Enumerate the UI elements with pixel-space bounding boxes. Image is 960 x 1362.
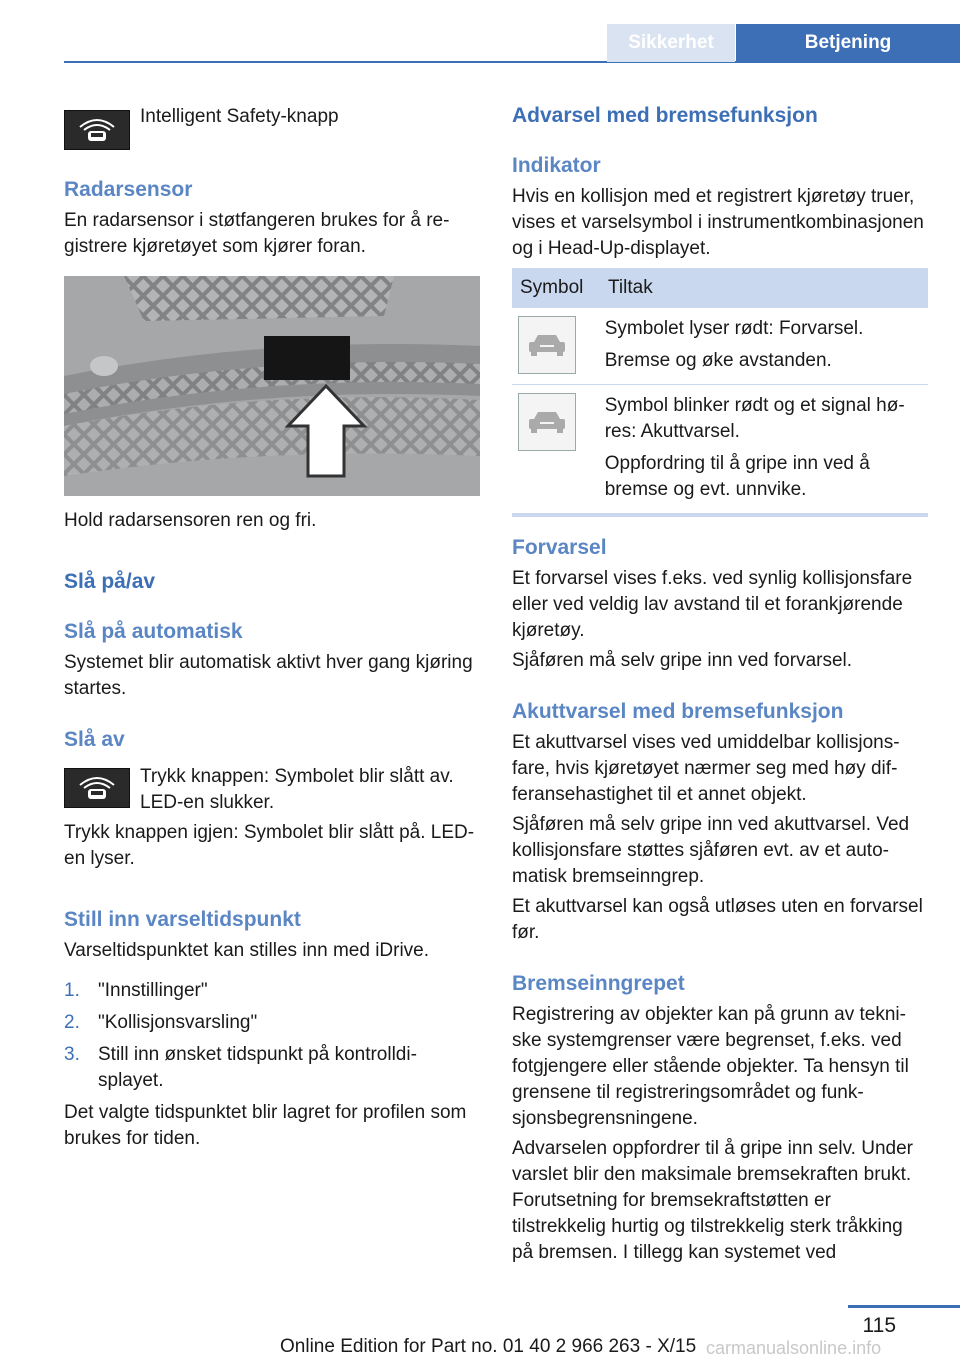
pre-text: Et forvarsel vises f.eks. ved synlig kollisjonsfare eller ved veldig lav avstand til et forankjørende kjøretøy. xyxy=(512,568,913,641)
auto-text: Systemet blir automatisk aktivt hver gang kjøring startes. xyxy=(64,652,473,699)
row2-line2: Oppfordring til å gripe inn ved å bremse og evt. unnvike. xyxy=(604,453,870,500)
brake-text2: Advarselen oppfordrer til å gripe inn selv. Under varslet blir den maksimale bremsekraften brukt. Forutsetning for bremsekraftstøtten er tilstrekkelig hurtig og tilstrekkelig sterk tråkking på bremsen. I tillegg kan systemet ved xyxy=(512,1138,913,1263)
bumper-photo xyxy=(64,276,480,496)
acute-text3: Et akuttvarsel kan også utløses uten en forvarsel før. xyxy=(512,896,923,943)
button-caption: Intelligent Safety-knapp xyxy=(140,106,339,127)
col-action: Tiltak xyxy=(608,277,653,298)
off-icon-text: Trykk knappen: Symbolet blir slått av. LED-en slukker. xyxy=(140,766,454,813)
brake-heading: Bremseinngrepet xyxy=(512,972,685,995)
pre-heading: Forvarsel xyxy=(512,536,607,559)
pre-text2: Sjåføren må selv gripe inn ved forvarsel. xyxy=(512,650,853,671)
table-row xyxy=(512,385,928,517)
table-header xyxy=(512,268,928,308)
auto-heading: Slå på automatisk xyxy=(64,620,243,643)
onoff-heading: Slå på/av xyxy=(64,570,156,593)
steps-list xyxy=(64,978,480,1094)
timing-heading: Still inn varseltidspunkt xyxy=(64,908,301,931)
radar-heading: Radarsensor xyxy=(64,178,193,201)
col-symbol: Symbol xyxy=(520,277,584,298)
row2-line1: Symbol blinker rødt og et signal høres: Akuttvarsel. xyxy=(604,395,905,442)
list-item: 1. "Innstillinger" xyxy=(64,980,208,1001)
off-text: Trykk knappen igjen: Symbolet blir slått på. LED-en lyser. xyxy=(64,822,475,869)
car-warning-icon xyxy=(518,316,576,374)
main-heading: Advarsel med bremsefunksjon xyxy=(512,104,818,127)
footer-rule xyxy=(848,1305,960,1308)
car-warning-icon xyxy=(518,393,576,451)
timing-text: Varseltidspunktet kan stilles inn med iDrive. xyxy=(64,940,430,961)
watermark: carmanualsonline.info xyxy=(706,1338,882,1358)
symbol-table xyxy=(512,268,928,517)
page-number: 115 xyxy=(862,1314,896,1337)
list-item: 2. "Kollisjonsvarsling" xyxy=(64,1012,258,1033)
photo-caption: Hold radarsensoren ren og fri. xyxy=(64,510,317,531)
list-item: 3. Still inn ønsket tidspunkt på kontrolldisplayet. xyxy=(64,1044,417,1091)
indicator-text: Hvis en kollisjon med et registrert kjøretøy truer, vises et varselsymbol i instrumentkombinasjonen og i Head-Up-displayet. xyxy=(512,186,924,259)
off-heading: Slå av xyxy=(64,728,125,751)
tab-betjening[interactable]: Betjening xyxy=(736,24,960,62)
radar-text: En radarsensor i støtfangeren brukes for å registrere kjøretøyet som kjører foran. xyxy=(64,210,450,257)
table-row xyxy=(512,308,928,385)
edition-text: Online Edition for Part no. 01 40 2 966 263 - X/15 xyxy=(280,1336,697,1357)
tab-sikkerhet[interactable]: Sikkerhet xyxy=(607,24,735,62)
acute-text2: Sjåføren må selv gripe inn ved akuttvarsel. Ved kollisjonsfare støttes sjåføren evt. av et automatisk bremseinngrep. xyxy=(512,814,910,887)
safety-button-icon xyxy=(64,110,130,150)
row1-line2: Bremse og øke avstanden. xyxy=(604,350,832,371)
left-column xyxy=(64,0,480,1149)
acute-heading: Akuttvarsel med bremsefunksjon xyxy=(512,700,844,723)
row1-line1: Symbolet lyser rødt: Forvarsel. xyxy=(604,318,864,339)
acute-text: Et akuttvarsel vises ved umiddelbar kollisjonsfare, hvis kjøretøyet nærmer seg med høy differansehastighet til et annet objekt. xyxy=(512,732,900,805)
safety-button-icon-2 xyxy=(64,768,130,808)
indicator-heading: Indikator xyxy=(512,154,601,177)
saved-text: Det valgte tidspunktet blir lagret for profilen som brukes for tiden. xyxy=(64,1102,467,1149)
brake-text: Registrering av objekter kan på grunn av tekniske systemgrenser være begrenset, f.eks. ved fotgjengere eller stående objekter. Ta hensyn til grensene til registreringsområdet og funksjonsbegrensningene. xyxy=(512,1004,909,1129)
